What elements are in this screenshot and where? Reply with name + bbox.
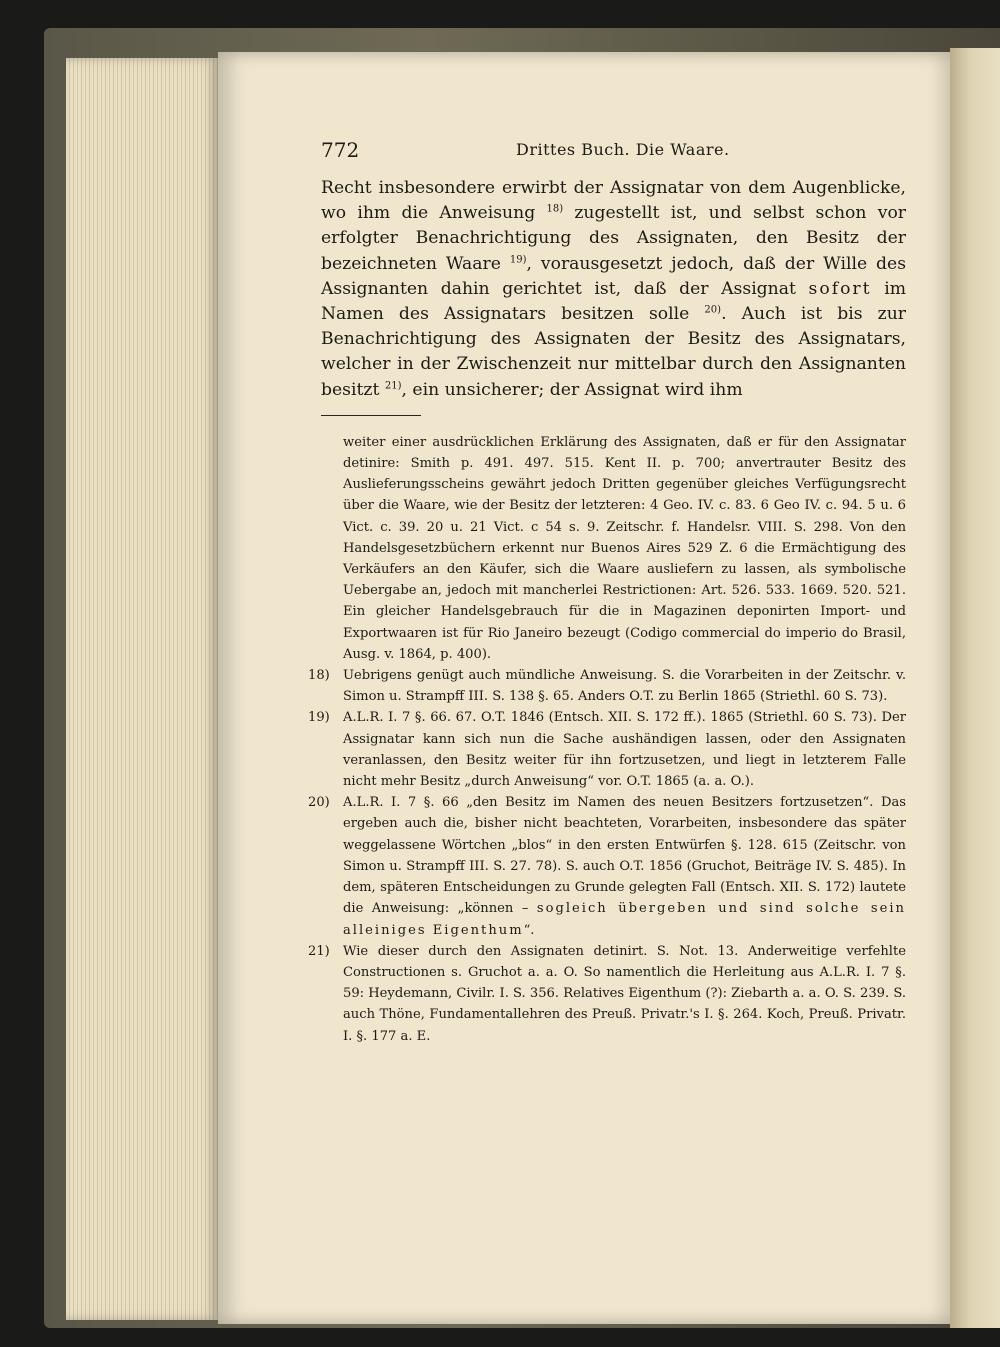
- footnote-text: A.L.R. I. 7 §. 66. 67. O.T. 1846 (Entsch. XII. S. 172 ff.). 1865 (Striethl. 60 S. 73). Der Assignatar kann sich nun die Sache aushändigen lassen, oder den Assignaten veranlassen, den Besitz weiter für ihn fortzusetzen, und liegt in letzterem Falle nicht mehr Besitz „durch Anweisung“ vor. O.T. 1865 (a. a. O.).: [343, 710, 906, 790]
- footnotes: [308, 432, 906, 1047]
- footnote-divider: [321, 415, 421, 416]
- page-header: [321, 138, 906, 168]
- footnote-number: 19): [308, 710, 330, 726]
- footnote-continuation: weiter einer ausdrücklichen Erklärung des Assignaten, daß er für den Assignatar detinire: Smith p. 491. 497. 515. Kent II. p. 700; anvertrauter Besitz des Auslieferungsscheins gewährt jedoch Dritten gegenüber gleiches Verfügungsrecht über die Waare, wie der Besitz der letzteren: 4 Geo. IV. c. 83. 6 Geo IV. c. 94. 5 u. 6 Vict. c. 39. 20 u. 21 Vict. c 54 s. 9. Zeitschr. f. Handelsr. VIII. S. 298. Von den Handelsgesetzbüchern erkennt nur Buenos Aires 529 Z. 6 die Ermächtigung des Verkäufers an den Käufer, sich die Waare ausliefern zu lassen, als symbolische Uebergabe an, jedoch mit mancherlei Restrictionen: Art. 526. 533. 1669. 520. 521. Ein gleicher Handelsgebrauch für die in Magazinen deponirten Import- und Exportwaaren ist für Rio Janeiro bezeugt (Codigo commercial do imperio do Brasil, Ausg. v. 1864, p. 400).: [343, 434, 906, 662]
- body-text-6: , ein unsicherer; der Assignat wird ihm: [401, 379, 743, 400]
- body-text-2: zugestellt ist, und selbst schon vor erfolgter Benachrichtigung des Assignaten, den Besitz der bezeichneten Waare: [321, 203, 907, 274]
- page-edges: [66, 58, 218, 1320]
- footnote-20: [308, 792, 906, 940]
- body-text-1: Recht insbesondere erwirbt der Assignatar von dem Augenblicke, wo ihm die Anweisung: [321, 178, 906, 224]
- footnote-text: Wie dieser durch den Assignaten detinirt. S. Not. 13. Anderweitige verfehlte Constructionen s. Gruchot a. a. O. So namentlich die Herleitung aus A.L.R. I. 7 §. 59: Heydemann, Civilr. I. S. 356. Relatives Eigenthum (?): Ziebarth a. a. O. S. 239. S. auch Thöne, Fundamentallehren des Preuß. Privatr.'s I. §. 264. Koch, Preuß. Privatr. I. §. 177 a. E.: [343, 943, 906, 1044]
- footnote-ref-21: 21): [384, 379, 402, 391]
- footnote-ref-20: 20): [704, 304, 722, 316]
- footnote-ref-18: 18): [546, 203, 564, 215]
- footnote-number: 21): [308, 943, 330, 959]
- facing-page-edge: [950, 48, 1000, 1328]
- footnote-number: 18): [308, 668, 330, 684]
- body-text-3: , vorausgesetzt jedoch, daß der Wille des Assignanten dahin gerichtet ist, daß der Assignat: [321, 253, 907, 299]
- footnote-ref-19: 19): [509, 253, 527, 265]
- page-number: 772: [321, 138, 360, 162]
- footnote-text-end: “.: [523, 922, 535, 938]
- footnote-number: 20): [308, 795, 330, 811]
- page-content: [308, 138, 907, 1047]
- footnote-emphasis: sogleich übergeben und sind solche sein alleiniges Eigenthum: [343, 901, 906, 938]
- footnote-text: A.L.R. I. 7 §. 66 „den Besitz im Namen des neuen Besitzers fortzusetzen“. Das ergeben auch die, bisher nicht beachteten, Vorarbeiten, insbesondere das später weggelassene Wörtchen „blos“ in den ersten Entwürfen §. 128. 615 (Zeitschr. von Simon u. Strampff III. S. 27. 78). S. auch O.T. 1856 (Gruchot, Beiträge IV. S. 485). In dem, späteren Entscheidungen zu Grunde gelegten Fall (Entsch. XII. S. 172) lautete die Anweisung: „können –: [343, 795, 906, 917]
- footnote-18: [308, 665, 906, 707]
- body-text-5: . Auch ist bis zur Benachrichtigung des Assignaten der Besitz des Assignatars, welcher in der Zwischenzeit nur mittelbar durch den Assignanten besitzt: [321, 304, 906, 400]
- footnote-19: [308, 707, 906, 792]
- footnote-text: Uebrigens genügt auch mündliche Anweisung. S. die Vorarbeiten in der Zeitschr. v. Simon u. Strampff III. S. 138 §. 65. Anders O.T. zu Berlin 1865 (Striethl. 60 S. 73).: [343, 668, 906, 705]
- body-emphasis-sofort: sofort: [808, 278, 872, 299]
- body-text-4: im Namen des Assignatars besitzen solle: [321, 278, 906, 325]
- running-head: Drittes Buch. Die Waare.: [516, 140, 730, 159]
- footnote-21: [308, 941, 906, 1047]
- main-paragraph: [321, 176, 906, 403]
- book-page: [218, 52, 950, 1324]
